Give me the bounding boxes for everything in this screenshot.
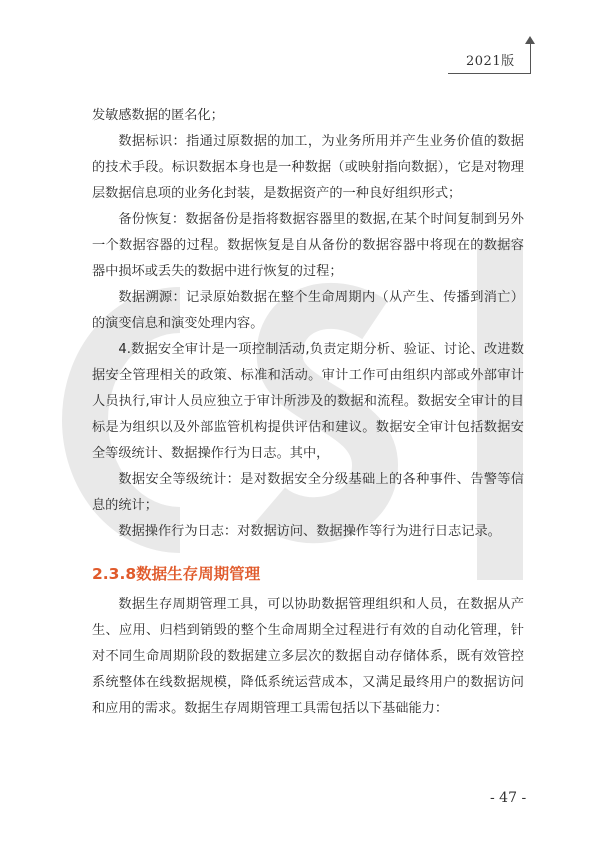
paragraph: 数据操作行为日志：对数据访问、数据操作等行为进行日志记录。 bbox=[118, 524, 501, 539]
section-heading: 2.3.8数据生存周期管理 bbox=[92, 565, 261, 583]
page-content bbox=[92, 103, 524, 722]
paragraph: 数据生存周期管理工具，可以协助数据管理组织和人员，在数据从产生、应用、归档到销毁的整个生命周期全过程进行有效的自动化管理，针对不同生命周期阶段的数据建立多层次的数据自动存储体系，既有效管控系统整体在线数据规模，降低系统运营成本，又满足最终用户的数据访问和应用的需求。数据生存周期管理工具需包括以下基础能力： bbox=[92, 597, 524, 716]
header-rule bbox=[448, 73, 530, 74]
paragraph: 4.数据安全审计是一项控制活动,负责定期分析、验证、讨论、改进数据安全管理相关的政策、标准和活动。审计工作可由组织内部或外部审计人员执行,审计人员应独立于审计所涉及的数据和流程。数据安全审计的目标是为组织以及外部监管机构提供评估和建议。数据安全审计包括数据安全等级统计、数据操作行为日志。其中， bbox=[92, 342, 524, 461]
up-arrow-icon bbox=[525, 36, 535, 44]
paragraph: 数据标识：指通过原数据的加工，为业务所用并产生业务价值的数据的技术手段。标识数据本身也是一种数据（或映射指向数据），它是对物理层数据信息项的业务化封装，是数据资产的一种良好组织形式； bbox=[92, 134, 524, 201]
page-number: - 47 - bbox=[490, 790, 527, 806]
paragraph: 发敏感数据的匿名化； bbox=[92, 108, 224, 123]
edition-label: 2021版 bbox=[466, 54, 515, 69]
paragraph: 备份恢复：数据备份是指将数据容器里的数据,在某个时间复制到另外一个数据容器的过程。数据恢复是自从备份的数据容器中将现在的数据容器中损坏或丢失的数据中进行恢复的过程； bbox=[92, 212, 524, 279]
paragraph: 数据溯源：记录原始数据在整个生命周期内（从产生、传播到消亡）的演变信息和演变处理内容。 bbox=[92, 290, 524, 331]
header-rule-vertical bbox=[530, 40, 531, 74]
paragraph: 数据安全等级统计：是对数据安全分级基础上的各种事件、告警等信息的统计； bbox=[92, 472, 524, 513]
